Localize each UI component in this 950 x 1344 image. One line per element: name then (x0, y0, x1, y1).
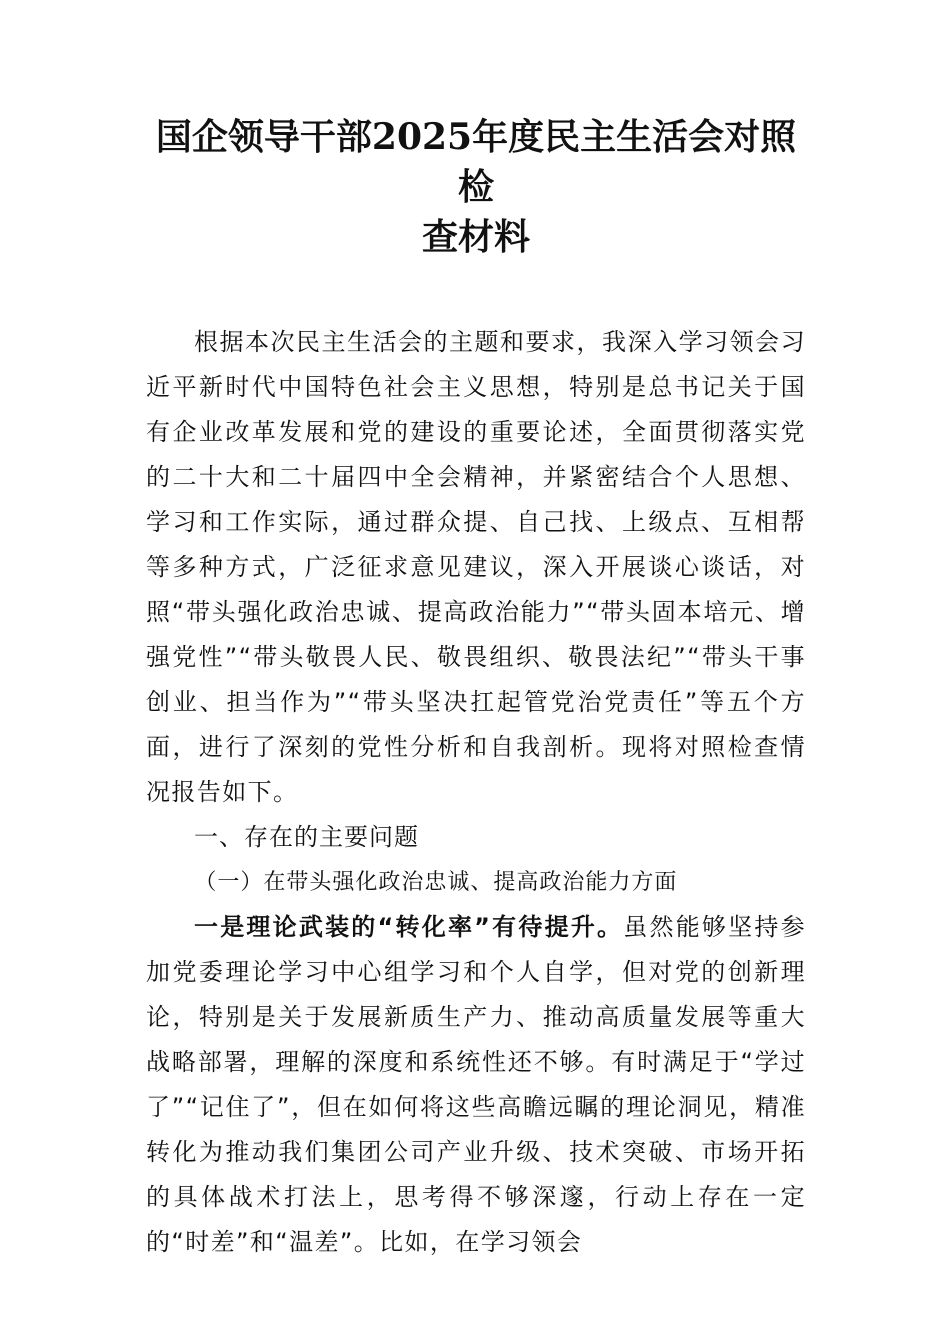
title-line-1: 国企领导干部2025年度民主生活会对照检 (155, 116, 797, 208)
document-title (146, 112, 806, 262)
document-page (146, 112, 806, 1265)
intro-paragraph: 根据本次民主生活会的主题和要求，我深入学习领会习近平新时代中国特色社会主义思想，特别是总书记关于国有企业改革发展和党的建设的重要论述，全面贯彻落实党的二十大和二十届四中全会精神，并紧密结合个人思想、学习和工作实际，通过群众提、自己找、上级点、互相帮等多种方式，广泛征求意见建议，深入开展谈心谈话，对照“带头强化政治忠诚、提高政治能力”“带头固本培元、增强党性”“带头敬畏人民、敬畏组织、敬畏法纪”“带头干事创业、担当作为”“带头坚决扛起管党治党责任”等五个方面，进行了深刻的党性分析和自我剖析。现将对照检查情况报告如下。 (146, 328, 806, 806)
point-1-lead: 一是理论武装的“转化率”有待提升。 (194, 913, 624, 941)
title-line-2: 查材料 (421, 216, 530, 258)
point-1-paragraph (146, 905, 806, 1265)
section-heading-1: 一、存在的主要问题 (194, 823, 419, 851)
document-body (146, 320, 806, 1265)
subsection-heading-1: （一）在带头强化政治忠诚、提高政治能力方面 (194, 870, 678, 895)
point-1-text: 虽然能够坚持参加党委理论学习中心组学习和个人自学，但对党的创新理论，特别是关于发展新质生产力、推动高质量发展等重大战略部署，理解的深度和系统性还不够。有时满足于“学过了”“记住了”，但在如何将这些高瞻远瞩的理论洞见，精准转化为推动我们集团公司产业升级、技术突破、市场开拓的具体战术打法上，思考得不够深邃，行动上存在一定的“时差”和“温差”。比如，在学习领会 (146, 913, 806, 1256)
